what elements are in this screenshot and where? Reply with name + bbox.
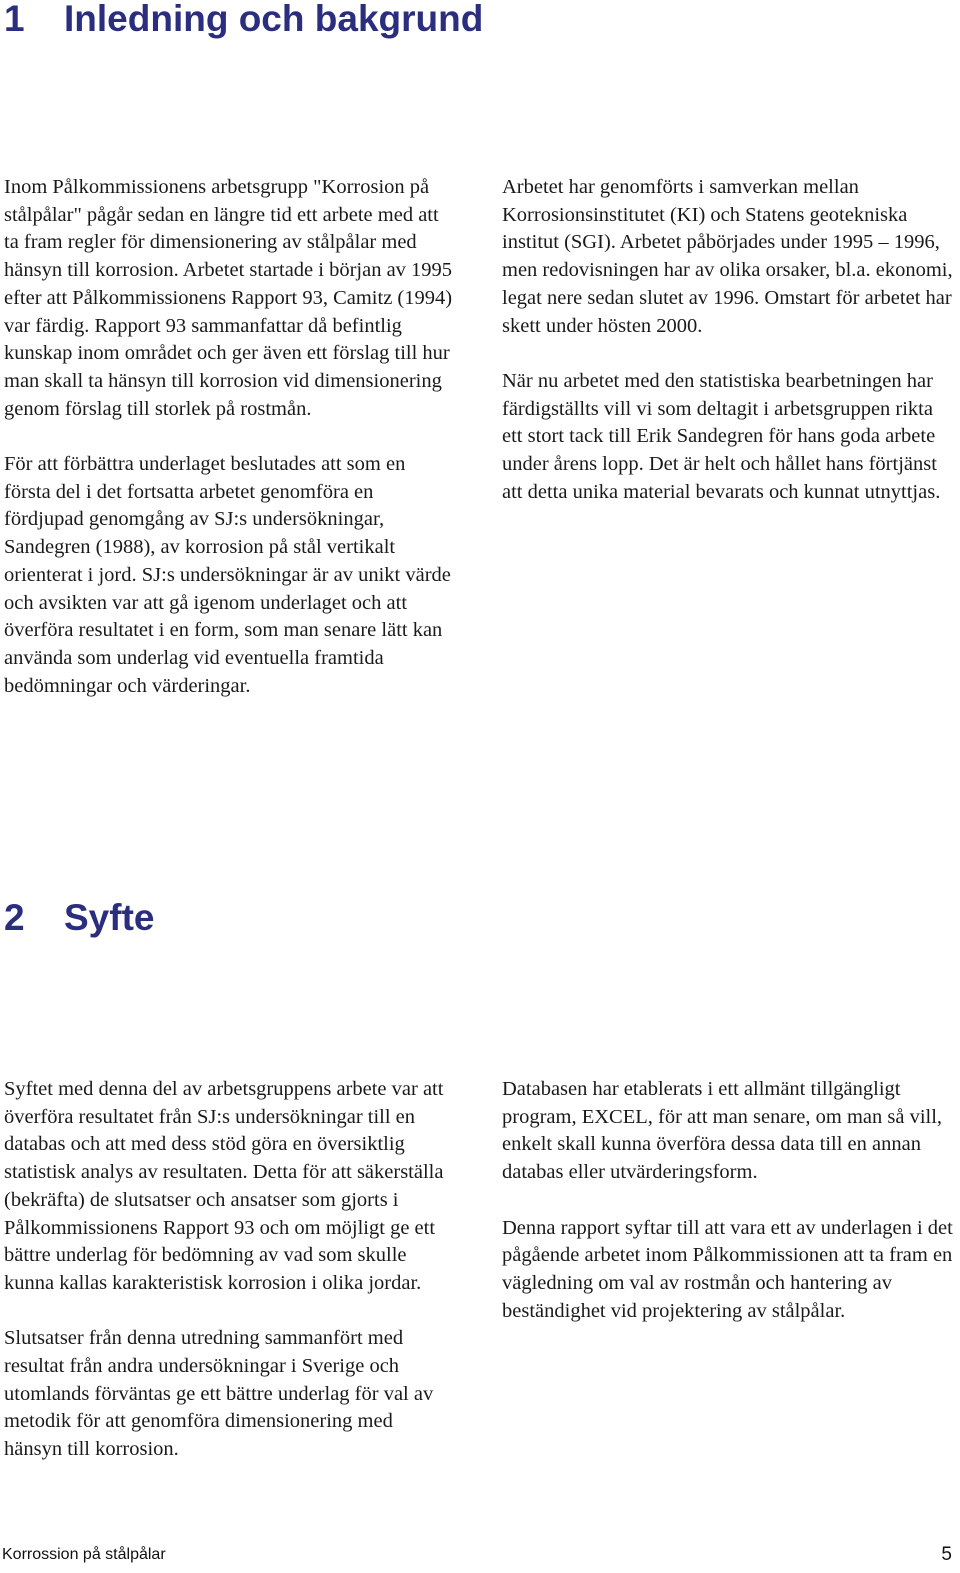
section-2-left-column [4,1076,456,1492]
footer-title: Korrossion på stålpålar [2,1546,166,1563]
page-number: 5 [941,1544,952,1565]
section-heading-1 [4,0,483,37]
section-number: 1 [4,0,25,39]
paragraph: När nu arbetet med den statistiska bearbetningen har färdigställts vill vi som deltagit i arbetsgruppen rikta ett stort tack till Erik Sandegren för hans goda arbete under årens lopp. Det är helt och hållet hans förtjänst att detta unika material bevarats och kunnat utnyttjas. [502,369,941,503]
section-title: Inledning och bakgrund [64,0,484,39]
section-1-left-column [4,174,456,728]
section-title: Syfte [64,897,155,938]
section-number: 2 [4,897,25,938]
section-heading-2 [4,899,154,936]
section-1-right-column [502,174,957,534]
paragraph: Denna rapport syftar till att vara ett av underlagen i det pågående arbetet inom Pålkommissionen att ta fram en vägledning om val av rostmån och hantering av beständighet vid projektering av stålpålar. [502,1216,953,1322]
paragraph: Slutsatser från denna utredning sammanfört med resultat från andra undersökningar i Sverige och utomlands förväntas ge ett bättre underlag för val av metodik för att genomföra dimensionering med hänsyn till korrosion. [4,1327,434,1461]
section-2-right-column [502,1076,957,1353]
paragraph: Inom Pålkommissionens arbetsgrupp "Korrosion på stålpålar" pågår sedan en längre tid ett arbete med att ta fram regler för dimensionering av stålpålar med hänsyn till korrosion. Arbetet startade i början av 1995 efter att Pålkommissionens Rapport 93, Camitz (1994) var färdig. Rapport 93 sammanfattar då befintlig kunskap inom området och ger även ett förslag till hur man skall ta hänsyn till korrosion vid dimensionering genom förslag till storlek på rostmån. [4,176,453,420]
paragraph: För att förbättra underlaget beslutades att som en första del i det fortsatta arbetet genomföra en fördjupad genomgång av SJ:s undersökningar, Sandegren (1988), av korrosion på stål vertikalt orienterat i jord. SJ:s undersökningar är av unikt värde och avsikten var att gå igenom underlaget och att överföra resultatet i en form, som man senare lätt kan använda som underlag vid eventuella framtida bedömningar och värderingar. [4,453,451,697]
paragraph: Arbetet har genomförts i samverkan mellan Korrosionsinstitutet (KI) och Statens geotekniska institut (SGI). Arbetet påbörjades under 1995 – 1996, men redovisningen har av olika orsaker, bl.a. ekonomi, legat nere sedan slutet av 1996. Omstart för arbetet har skett under hösten 2000. [502,176,953,337]
paragraph: Syftet med denna del av arbetsgruppens arbete var att överföra resultatet från SJ:s undersökningar till en databas och att med dess stöd göra en översiktlig statistisk analys av resultaten. Detta för att säkerställa (bekräfta) de slutsatser och ansatser som gjorts i Pålkommissionens Rapport 93 och om möjligt ge ett bättre underlag för bedömning av vad som skulle kunna kallas karakteristisk korrosion i olika jordar. [4,1078,444,1294]
paragraph: Databasen har etablerats i ett allmänt tillgängligt program, EXCEL, för att man senare, om man så vill, enkelt skall kunna överföra dessa data till en annan databas eller utvärderingsform. [502,1078,943,1184]
